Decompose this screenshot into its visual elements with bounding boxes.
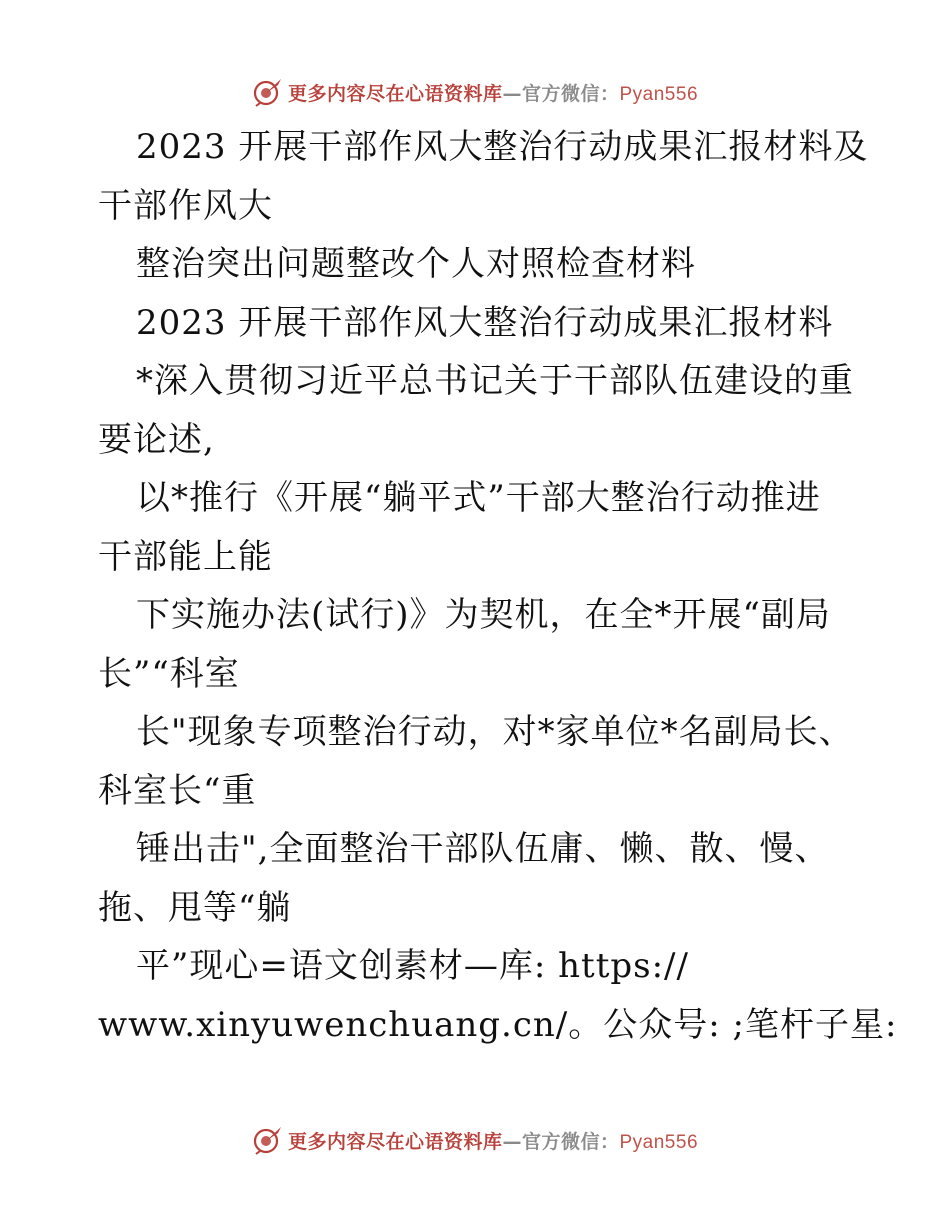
text-line: 平”现心=语文创素材—库: https:// (136, 946, 689, 986)
footer-watermark (0, 1120, 950, 1160)
header-watermark (0, 72, 950, 112)
watermark-main: 更多内容尽在心语资料库 (287, 1130, 503, 1153)
text-line: 以*推行《开展“躺平式”干部大整治行动推进 (136, 478, 821, 518)
text-line: 整治突出问题整改个人对照检查材料 (136, 244, 696, 284)
quill-logo-icon (252, 76, 284, 108)
watermark-id: Pyan556 (619, 1131, 699, 1153)
text-line: 拖、甩等“躺 (98, 887, 292, 928)
text-line: 锤出击",全面整治干部队伍庸、懒、散、慢、 (136, 829, 830, 869)
watermark-text (288, 1127, 698, 1154)
watermark-sub: 官方微信： (521, 82, 620, 105)
text-line: *深入贯彻习近平总书记关于干部队伍建设的重 (136, 361, 854, 401)
text-line: 干部能上能 (98, 536, 273, 577)
watermark-text (288, 79, 698, 106)
quill-logo-icon (252, 1124, 284, 1156)
document-body (98, 118, 898, 1054)
watermark-dash: — (502, 82, 522, 105)
watermark-id: Pyan556 (619, 83, 699, 105)
text-line: 2023 开展干部作风大整治行动成果汇报材料 (136, 302, 834, 343)
text-line: 要论述, (98, 419, 215, 460)
watermark-dash: — (502, 1130, 522, 1153)
text-line: 长"现象专项整治行动，对*家单位*名副局长、 (136, 712, 854, 752)
text-line: www.xinyuwenchuang.cn/。公众号: ;笔杆子星: (98, 1004, 898, 1045)
text-line: 科室长“重 (98, 770, 257, 811)
watermark-sub: 官方微信： (521, 1130, 620, 1153)
text-line: 2023 开展干部作风大整治行动成果汇报材料及 (136, 127, 869, 167)
watermark-main: 更多内容尽在心语资料库 (287, 82, 503, 105)
text-line: 长”“科室 (98, 653, 240, 694)
text-line: 干部作风大 (98, 185, 273, 226)
text-line: 下实施办法(试行)》为契机，在全*开展“副局 (136, 595, 831, 635)
